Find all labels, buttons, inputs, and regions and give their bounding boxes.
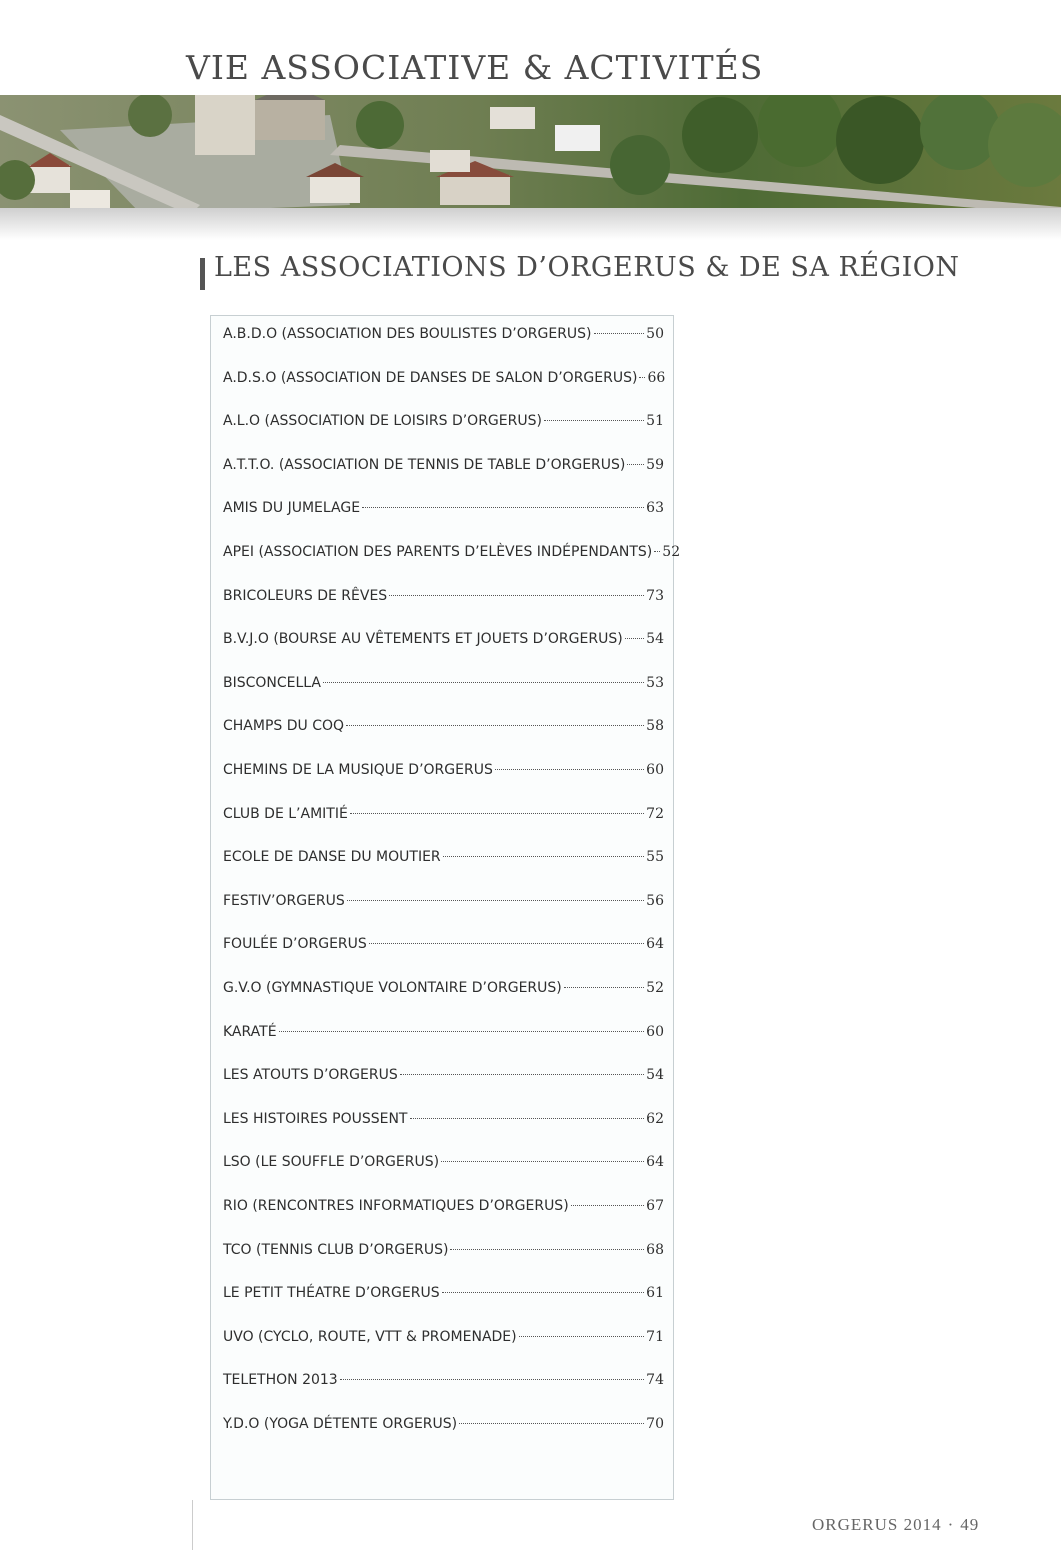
toc-entry-page: 70 <box>646 1416 664 1432</box>
toc-entry-label: RIO (RENCONTRES INFORMATIQUES D’ORGERUS) <box>223 1198 569 1214</box>
toc-entry-page: 67 <box>646 1198 664 1214</box>
toc-entry-label: FOULÉE D’ORGERUS <box>223 936 367 953</box>
toc-entry <box>223 893 664 921</box>
toc-leader-dots <box>544 420 644 421</box>
toc-entry <box>223 936 664 964</box>
toc-entry <box>223 457 664 485</box>
toc-leader-dots <box>389 595 644 596</box>
toc-entry-label: A.T.T.O. (ASSOCIATION DE TENNIS DE TABLE D’ORGERUS) <box>223 456 626 473</box>
toc-entry <box>223 849 664 877</box>
toc-entry-page: 72 <box>646 805 664 822</box>
toc-leader-dots <box>279 1031 645 1032</box>
toc-entry-label: BRICOLEURS DE RÊVES <box>223 587 388 604</box>
toc-leader-dots <box>340 1379 644 1380</box>
page-footer <box>812 1515 1042 1539</box>
table-of-contents <box>210 315 681 1500</box>
toc-entry-page: 52 <box>662 544 681 560</box>
toc-entry <box>223 718 664 746</box>
toc-entry-label: ECOLE DE DANSE DU MOUTIER <box>223 849 441 866</box>
toc-leader-dots <box>564 987 644 988</box>
toc-leader-dots <box>625 638 644 639</box>
toc-entry-page: 52 <box>646 980 664 996</box>
toc-entry-page: 73 <box>646 587 664 604</box>
toc-entry-page: 51 <box>646 413 664 430</box>
toc-entry-label: AMIS DU JUMELAGE <box>223 500 361 517</box>
toc-entry <box>223 326 664 354</box>
toc-entry-label: CLUB DE L’AMITIÉ <box>223 805 348 822</box>
toc-entry <box>223 762 664 790</box>
toc-entry <box>223 1024 664 1052</box>
toc-entry-page: 68 <box>646 1241 664 1258</box>
toc-entry <box>223 370 664 398</box>
toc-leader-dots <box>639 377 645 378</box>
toc-entry-label: LE PETIT THÉATRE D’ORGERUS <box>223 1285 440 1302</box>
toc-entry-page: 56 <box>646 892 664 909</box>
toc-entry-label: LES HISTOIRES POUSSENT <box>223 1110 408 1127</box>
toc-entry-page: 62 <box>646 1110 664 1127</box>
toc-entry-label: A.L.O (ASSOCIATION DE LOISIRS D’ORGERUS) <box>223 413 542 430</box>
toc-entry <box>223 413 664 441</box>
toc-entry-page: 60 <box>646 1023 664 1040</box>
banner-shadow <box>0 208 1061 240</box>
toc-leader-dots <box>450 1249 644 1250</box>
toc-leader-dots <box>323 682 644 683</box>
toc-entry <box>223 1111 664 1139</box>
toc-entry-label: A.D.S.O (ASSOCIATION DE DANSES DE SALON D’ORGERUS) <box>223 369 638 386</box>
toc-entry-label: CHEMINS DE LA MUSIQUE D’ORGERUS <box>223 762 493 778</box>
toc-entry-page: 74 <box>646 1372 664 1389</box>
toc-entry <box>223 1416 664 1444</box>
toc-entry <box>223 500 664 528</box>
section-header: VIE ASSOCIATIVE & ACTIVITÉS <box>186 48 764 87</box>
page-title: LES ASSOCIATIONS D’ORGERUS & DE SA RÉGION <box>214 252 960 283</box>
toc-entry-label: FESTIV’ORGERUS <box>223 892 345 909</box>
toc-entry-label: BISCONCELLA <box>223 674 322 691</box>
margin-rule <box>192 1500 193 1550</box>
footer-publication: ORGERUS 2014 <box>812 1515 942 1534</box>
toc-entry-label: B.V.J.O (BOURSE AU VÊTEMENTS ET JOUETS D’ORGERUS) <box>223 631 623 648</box>
toc-entry <box>223 1372 664 1400</box>
toc-entry-page: 59 <box>646 456 664 473</box>
toc-leader-dots <box>571 1205 645 1206</box>
toc-entry-page: 58 <box>646 718 664 735</box>
toc-leader-dots <box>346 725 644 726</box>
toc-entry-page: 64 <box>646 936 664 953</box>
toc-leader-dots <box>400 1074 644 1075</box>
toc-entry <box>223 1154 664 1182</box>
toc-leader-dots <box>347 900 644 901</box>
toc-leader-dots <box>442 1292 645 1293</box>
toc-leader-dots <box>495 769 644 770</box>
toc-entry-label: APEI (ASSOCIATION DES PARENTS D’ELÈVES INDÉPENDANTS) <box>223 544 653 560</box>
toc-entry <box>223 631 664 659</box>
toc-entry <box>223 544 681 572</box>
toc-entry-page: 50 <box>646 326 664 342</box>
toc-entry-label: TELETHON 2013 <box>223 1372 338 1389</box>
toc-entry-page: 61 <box>646 1285 664 1302</box>
toc-entry <box>223 1242 664 1270</box>
toc-entry-page: 64 <box>646 1154 664 1171</box>
toc-entry-page: 54 <box>646 631 664 648</box>
toc-entry-label: CHAMPS DU COQ <box>223 718 345 735</box>
toc-leader-dots <box>362 507 644 508</box>
toc-entry-label: LES ATOUTS D’ORGERUS <box>223 1067 398 1084</box>
toc-entry-label: A.B.D.O (ASSOCIATION DES BOULISTES D’ORGERUS) <box>223 326 592 342</box>
toc-entry-label: Y.D.O (YOGA DÉTENTE ORGERUS) <box>223 1416 458 1432</box>
footer-page-number: 49 <box>960 1515 980 1534</box>
toc-leader-dots <box>350 813 644 814</box>
toc-entry-page: 63 <box>646 500 664 517</box>
toc-entry-page: 54 <box>646 1067 664 1084</box>
footer-separator: · <box>947 1515 955 1534</box>
toc-entry <box>223 1067 664 1095</box>
toc-entry-page: 66 <box>647 369 666 386</box>
toc-entry <box>223 1285 664 1313</box>
toc-entry <box>223 588 664 616</box>
toc-entry-label: KARATÉ <box>223 1023 277 1040</box>
toc-entry-label: LSO (LE SOUFFLE D’ORGERUS) <box>223 1154 440 1171</box>
toc-entry-page: 71 <box>646 1328 664 1345</box>
toc-leader-dots <box>443 856 645 857</box>
aerial-photo-banner <box>0 95 1061 215</box>
toc-leader-dots <box>441 1161 644 1162</box>
toc-entry <box>223 675 664 703</box>
toc-entry-page: 55 <box>646 849 664 866</box>
toc-leader-dots <box>410 1118 645 1119</box>
toc-entry <box>223 806 664 834</box>
toc-entry-label: UVO (CYCLO, ROUTE, VTT & PROMENADE) <box>223 1328 517 1345</box>
toc-leader-dots <box>594 333 645 334</box>
toc-entry-label: TCO (TENNIS CLUB D’ORGERUS) <box>223 1241 449 1258</box>
toc-entry <box>223 1329 664 1357</box>
toc-leader-dots <box>519 1336 645 1337</box>
toc-entry <box>223 980 664 1008</box>
toc-entry-page: 60 <box>646 762 664 778</box>
toc-entry-page: 53 <box>646 674 664 691</box>
toc-leader-dots <box>369 943 644 944</box>
toc-leader-dots <box>459 1423 644 1424</box>
toc-entry <box>223 1198 664 1226</box>
toc-leader-dots <box>654 551 660 552</box>
title-accent-bar <box>200 258 205 290</box>
toc-entry-label: G.V.O (GYMNASTIQUE VOLONTAIRE D’ORGERUS) <box>223 980 562 996</box>
toc-leader-dots <box>627 464 644 465</box>
